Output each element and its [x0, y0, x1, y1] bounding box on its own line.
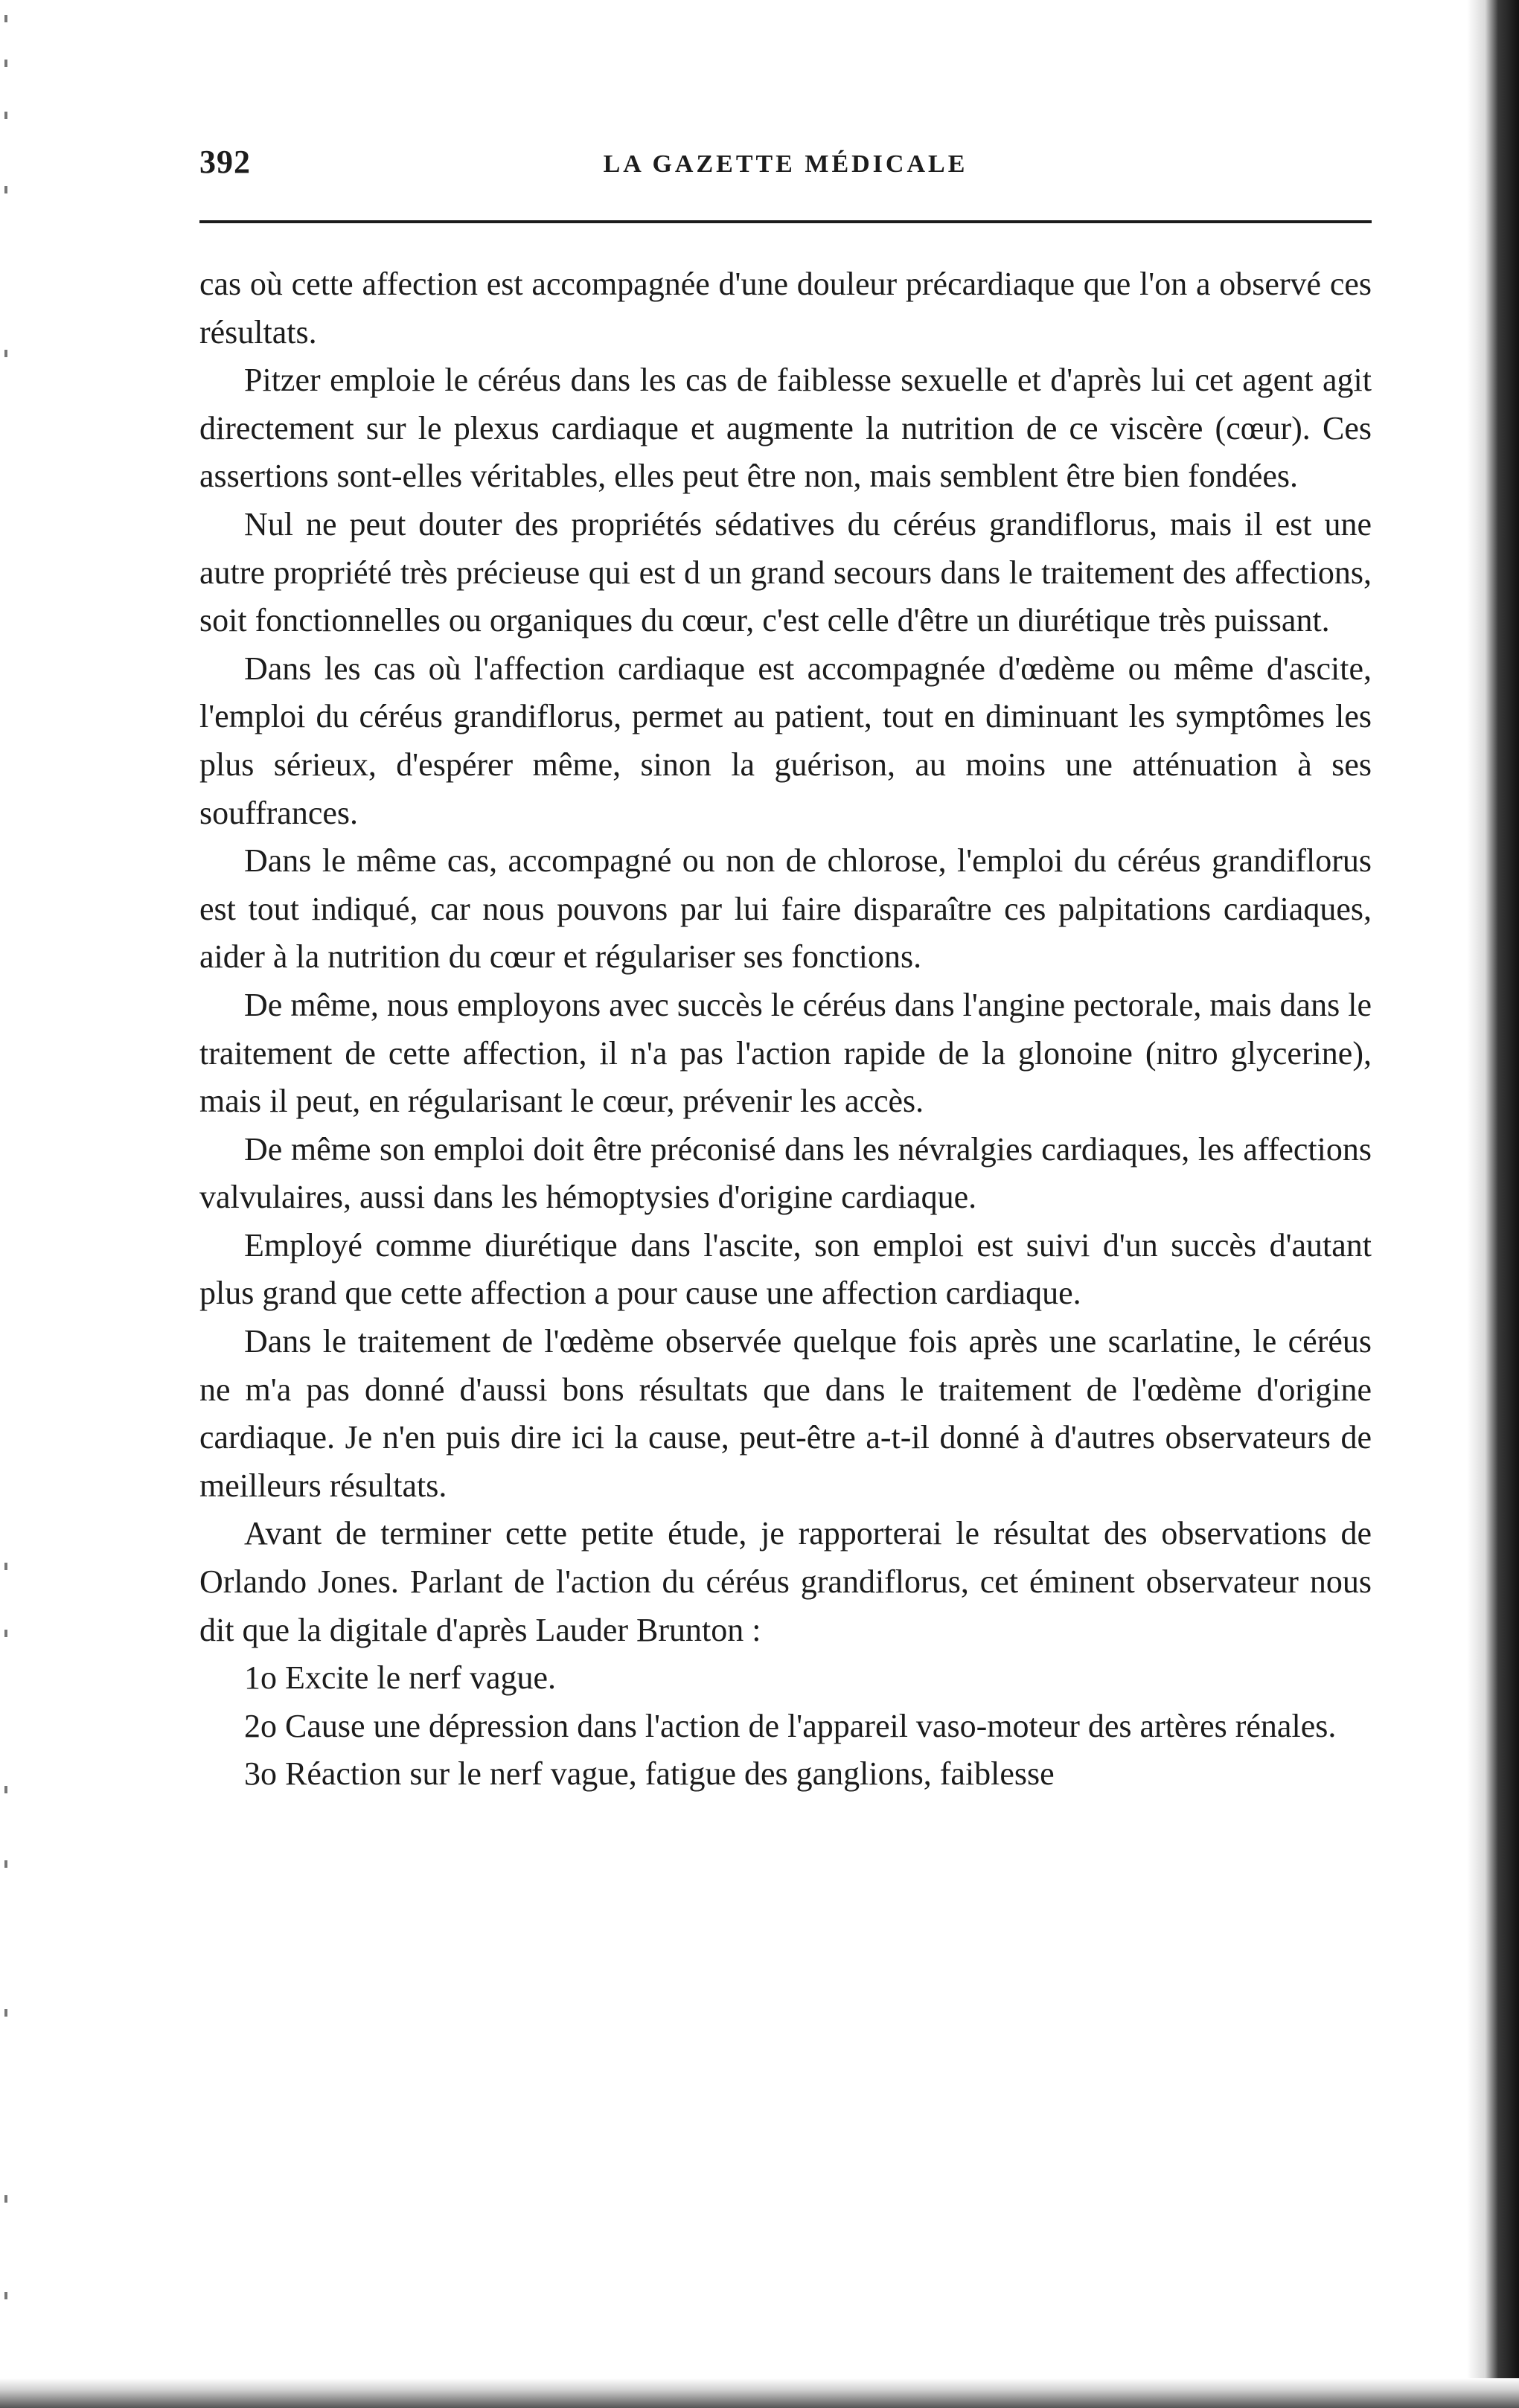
- page-header: [199, 143, 1372, 188]
- paragraph: Pitzer emploie le céréus dans les cas de faiblesse sexuelle et d'après lui cet agent agit directement sur le plexus cardiaque et augmente la nutrition de ce viscère (cœur). Ces assertions sont-elles véritables, elles peut être non, mais semblent être bien fondées.: [199, 362, 1372, 495]
- paragraph: Dans le traitement de l'œdème observée quelque fois après une scarlatine, le céréus ne m'a pas donné d'aussi bons résultats que dans le traitement de l'œdème d'origine cardiaque. Je n'en puis dire ici la cause, peut-être a-t-il donné à d'autres observateurs de meilleurs résultats.: [199, 1323, 1372, 1504]
- body-text: [199, 260, 1372, 1799]
- list-item: 3o Réaction sur le nerf vague, fatigue des ganglions, faiblesse: [244, 1755, 1055, 1793]
- scan-bottom-edge: [0, 2378, 1519, 2408]
- paragraph: Dans le même cas, accompagné ou non de chlorose, l'emploi du céréus grandiflorus est tout indiqué, car nous pouvons par lui faire disparaître ces palpitations cardiaques, aider à la nutrition du cœur et régulariser ses fonctions.: [199, 842, 1372, 976]
- scan-left-margin: [0, 0, 22, 2408]
- paragraph: De même son emploi doit être préconisé dans les névralgies cardiaques, les affections valvulaires, aussi dans les hémoptysies d'origine cardiaque.: [199, 1130, 1372, 1216]
- list-item: 2o Cause une dépression dans l'action de l'appareil vaso-moteur des artères rénales.: [244, 1707, 1337, 1744]
- paragraph: De même, nous employons avec succès le céréus dans l'angine pectorale, mais dans le traitement de cette affection, il n'a pas l'action rapide de la glonoine (nitro glycerine), mais il peut, en régularisant le cœur, prévenir les accès.: [199, 986, 1372, 1120]
- paragraph: Avant de terminer cette petite étude, je rapporterai le résultat des observations de Orlando Jones. Parlant de l'action du céréus grandiflorus, cet éminent observateur nous dit que la digitale d'après Lauder Brunton :: [199, 1515, 1372, 1648]
- paragraph: Dans les cas où l'affection cardiaque est accompagnée d'œdème ou même d'ascite, l'emploi du céréus grandiflorus, permet au patient, tout en diminuant les symptômes les plus sérieux, d'espérer même, sinon la guérison, au moins une atténuation à ses souffrances.: [199, 650, 1372, 831]
- list-item: 1o Excite le nerf vague.: [244, 1659, 557, 1697]
- scan-right-edge: [1467, 0, 1519, 2408]
- header-rule: [199, 220, 1372, 223]
- page-number: 392: [199, 144, 251, 180]
- paragraph: Nul ne peut douter des propriétés sédatives du céréus grandiflorus, mais il est une autre propriété très précieuse qui est d un grand secours dans le traitement des affections, soit fonctionnelles ou organiques du cœur, c'est celle d'être un diurétique très puissant.: [199, 505, 1372, 639]
- paragraph: Employé comme diurétique dans l'ascite, son emploi est suivi d'un succès d'autant plus grand que cette affection a pour cause une affection cardiaque.: [199, 1226, 1372, 1312]
- running-title: LA GAZETTE MÉDICALE: [603, 150, 968, 178]
- paragraph: cas où cette affection est accompagnée d'une douleur précardiaque que l'on a observé ces résultats.: [199, 266, 1372, 350]
